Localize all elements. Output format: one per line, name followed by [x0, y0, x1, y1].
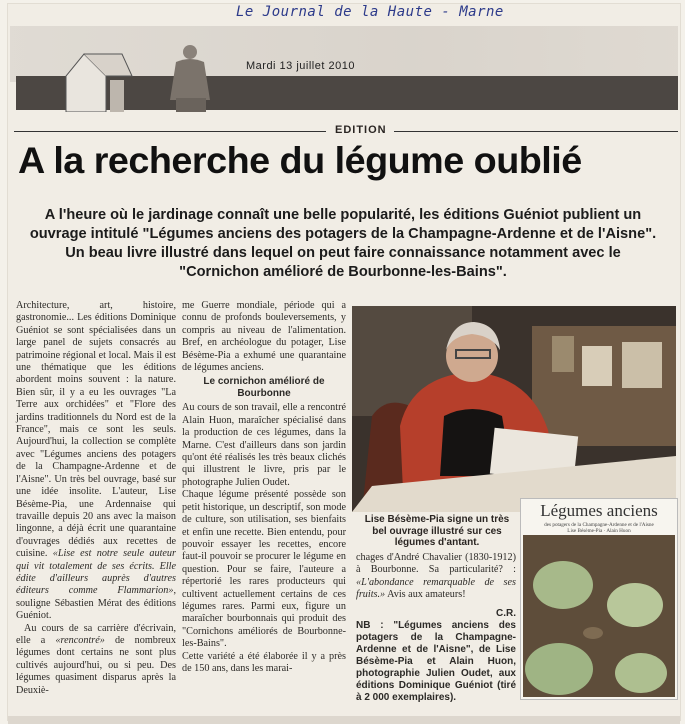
page-bottom-edge — [8, 716, 680, 724]
column-3-quote: «L'abondance remarquable de ses fruits.» — [356, 576, 516, 601]
photo-caption: Lise Bésème-Pia signe un très bel ouvrage illustré sur ces légumes d'antant. — [364, 514, 510, 548]
author-signing-photo — [352, 306, 676, 512]
column-1-text-2a: Au cours de sa carrière d'écrivain, elle a — [16, 622, 176, 646]
article-subhead: Le cornichon amélioré de Bourbonne — [203, 376, 325, 400]
publication-date: Mardi 13 juillet 2010 — [246, 60, 355, 72]
author-signature: C.R. — [496, 607, 516, 619]
publication-note: NB : "Légumes anciens des potagers de la Champagne-Ardenne et de l'Aisne", de Lise Bésème-Pia et Alain Huon, photographie Julien Oudet, aux éditions Dominique Guéniot (tiré à 2 000 exemplaires). — [356, 620, 516, 704]
column-2-paragraph-2: Au cours de son travail, elle a rencontré Alain Huon, maraîcher spécialisé dans la production de ces légumes, dans la Marne. C'est d'ailleurs dans son jardin qu'ont été réalisés les très beaux clichés qui illustrent le livre, pris par le photographe Julien Oudet. — [182, 402, 346, 488]
masthead-illustration — [62, 40, 272, 112]
column-1-quote-2: «rencontré» — [55, 634, 105, 646]
column-2-paragraph-1: me Guerre mondiale, période qui a connu de profonds bouleversements, y compris au niveau de l'alimentation. Bref, en archéologue du potager, Lise Bésème-Pia a exhumé une quarantaine de légumes anciens. — [182, 300, 346, 374]
book-subtitle-text: des potagers de la Champagne-Ardenne et de l'Aisne — [544, 522, 654, 528]
column-2-paragraph-3: Chaque légume présenté possède son petit historique, un descriptif, son mode de culture, son utilisation, ses bienfaits et enfin une recette. Bien entendu, pour pouvoir essayer les recettes, encore faut-il pouvoir se procurer le légume en question. Pour se faire, l'auteure a répertorié les rares producteurs qui cultivent actuellement certains de ces légumes rares. Parmi eux, figure un maraîcher bourbonnais qui produit des "Cornichons améliorés de Bourbonne-les-Bains". — [182, 489, 346, 650]
article-column-3 — [356, 552, 516, 704]
handwritten-source-note: Le Journal de la Haute - Marne — [236, 4, 504, 20]
lettuce-photo — [523, 535, 675, 697]
column-2-paragraph-4: Cette variété a été élaborée il y a près de 150 ans, dans les marai- — [182, 650, 346, 674]
column-3-text-a: chages d'André Chavalier (1830-1912) à Bourbonne. Sa particularité? : — [356, 552, 516, 576]
book-authors: Lise Bésème-Pia · Alain Huon — [567, 528, 631, 534]
article-column-2 — [182, 300, 346, 675]
article-headline: A la recherche du légume oublié — [18, 140, 582, 181]
column-1-quote: «Lise est notre seule auteur qui vit totalement de ses écrits. Elle édite d'ailleurs auprès d'autres éditeurs comme Flammarion» — [16, 548, 176, 597]
column-1-text-end: , souligne Sébastien Mérat des éditions Guéniot. — [16, 585, 176, 622]
column-1-text-2b: de nombreux légumes dont certains ne sont plus cultivés aujourd'hui, ou si peu. Des légumes quasiment disparus après la Deuxiè- — [16, 634, 176, 696]
section-label: EDITION — [332, 124, 390, 136]
section-header — [14, 124, 678, 138]
book-cover — [520, 498, 678, 700]
column-1-text: Architecture, art, histoire, gastronomie... Les éditions Dominique Guéniot se sont spécialisées dans un large panel de sujets consacrés au patrimoine régional et local. Mais il est une thématique que les éditions abordent moins souvent : la nature. Bien sûr, il y a eu les ouvrages "La Terre aux orchidées" et "Flore des jardins traditionnels du Nord est de la France", mais ce sont les seuls. Aujourd'hui, la collection se complète avec "Légumes anciens des potagers de la Champagne-Ardenne et de l'Aisne". Un très bel ouvrage, basé sur une idée insolite. L'auteur, Lise Bésème-Pia, une Ardennaise qui travaille depuis 20 ans avec la maison lingonne, a déjà écrit une quarantaine d'ouvrages dédiés aux recettes de cuisine. — [16, 300, 176, 560]
article-column-1 — [16, 300, 176, 697]
book-subtitle — [525, 522, 673, 534]
article-lede: A l'heure où le jardinage connaît une belle popularité, les éditions Guéniot publient un ouvrage intitulé "Légumes anciens des potagers de la Champagne-Ardenne et de l'Aisne". Un beau livre illustré dans lequel on peut faire connaissance notamment avec le "Cornichon amélioré de Bourbonne-les-Bains". — [29, 207, 657, 280]
column-3-text-b: Avis aux amateurs! — [385, 589, 466, 601]
book-title: Légumes anciens — [540, 501, 658, 520]
